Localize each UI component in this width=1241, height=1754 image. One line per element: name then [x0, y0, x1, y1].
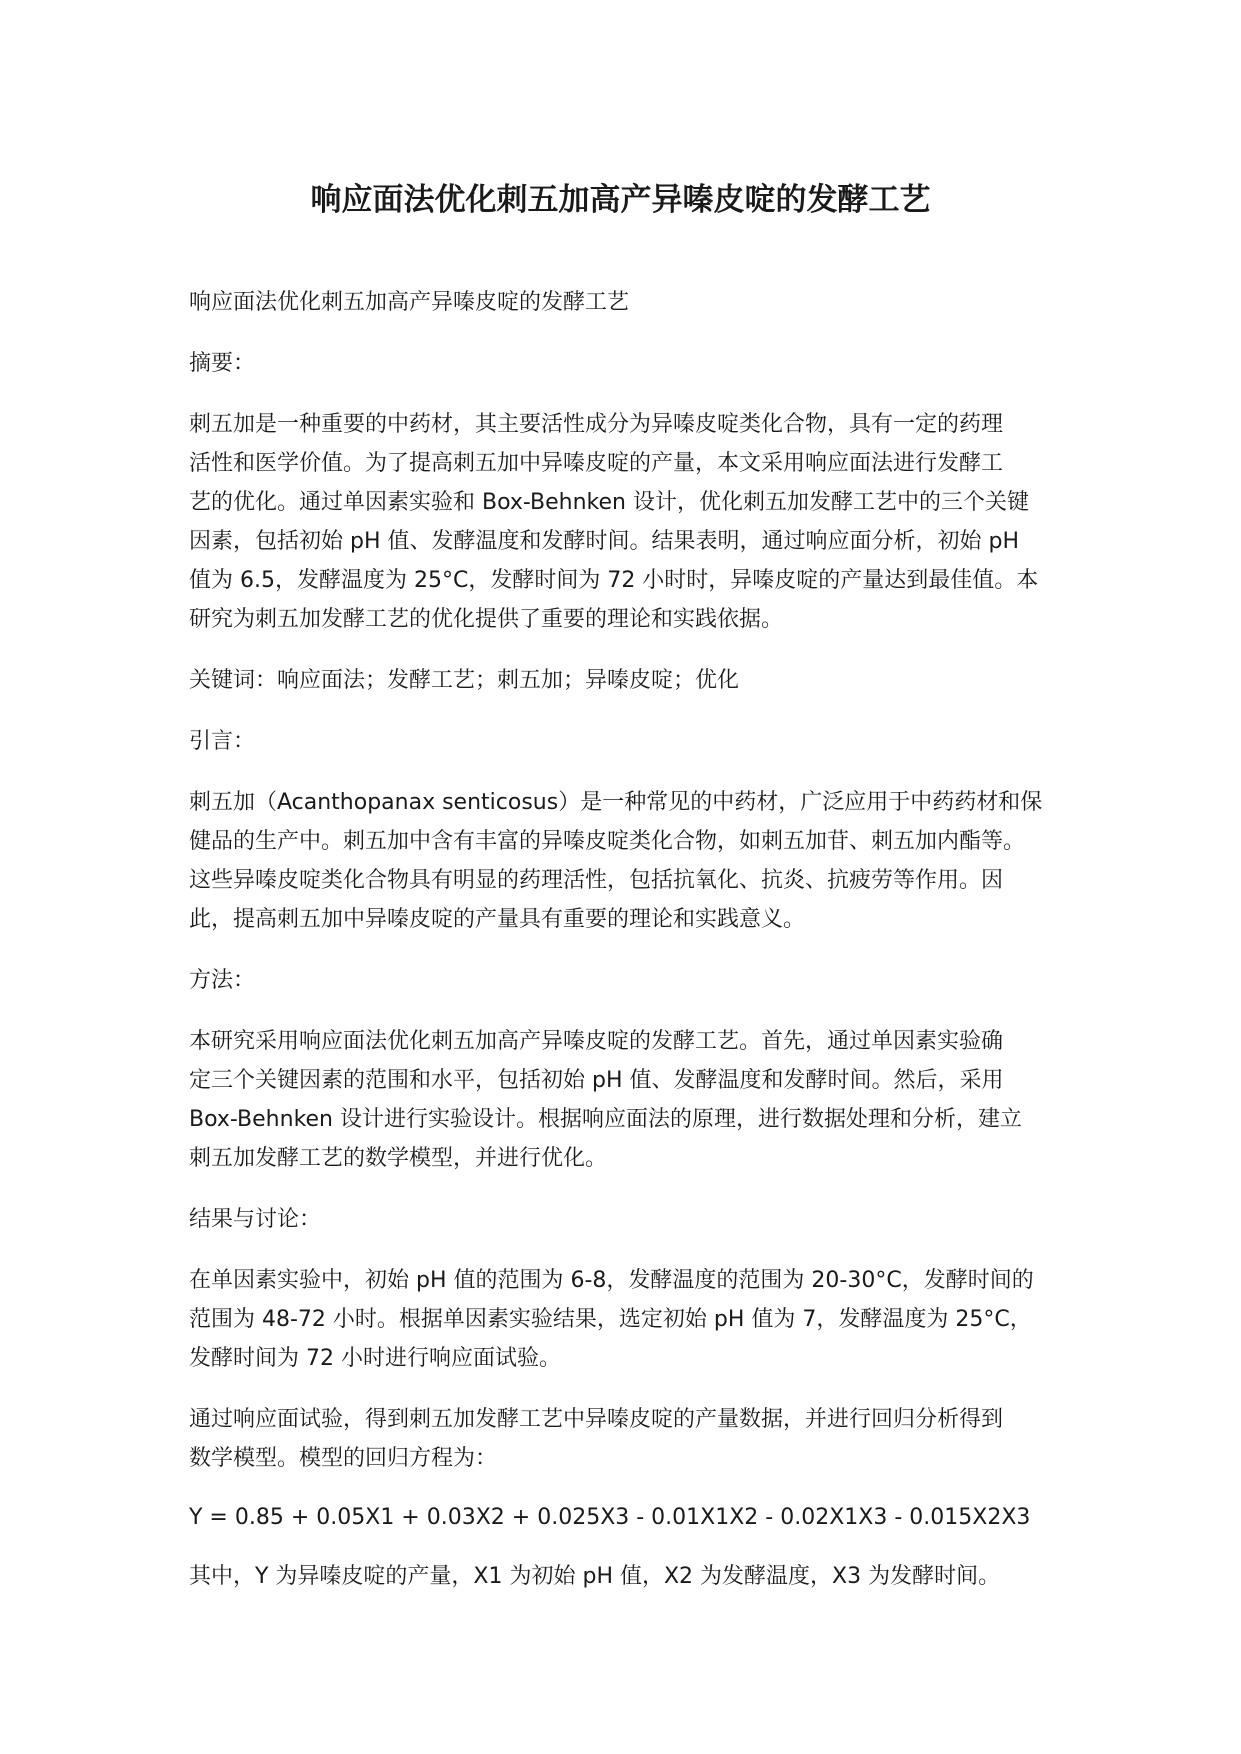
abstract-line: 研究为刺五加发酵工艺的优化提供了重要的理论和实践依据。 [189, 607, 784, 632]
results-paragraph-2 [189, 1400, 1079, 1478]
abstract-line: 值为 6.5，发酵温度为 25°C，发酵时间为 72 小时时，异嗪皮啶的产量达到最佳值。本 [189, 568, 1039, 593]
document-body [189, 283, 1079, 1618]
results-heading: 结果与讨论： [189, 1207, 322, 1232]
methods-line: 定三个关键因素的范围和水平，包括初始 pH 值、发酵温度和发酵时间。然后，采用 [189, 1068, 1004, 1093]
results-line: 数学模型。模型的回归方程为： [189, 1446, 498, 1471]
methods-heading: 方法： [189, 968, 256, 993]
regression-equation: Y = 0.85 + 0.05X1 + 0.03X2 + 0.025X3 - 0.01X1X2 - 0.02X1X3 - 0.015X2X3 [189, 1505, 1031, 1530]
methods-line: Box-Behnken 设计进行实验设计。根据响应面法的原理，进行数据处理和分析，建立 [189, 1107, 1022, 1132]
results-line: 通过响应面试验，得到刺五加发酵工艺中异嗪皮啶的产量数据，并进行回归分析得到 [189, 1407, 1004, 1432]
intro-line: 刺五加（Acanthopanax senticosus）是一种常见的中药材，广泛应用于中药药材和保 [189, 790, 1043, 815]
abstract-heading: 摘要： [189, 351, 256, 376]
results-line: 范围为 48-72 小时。根据单因素实验结果，选定初始 pH 值为 7，发酵温度为 25°C， [189, 1307, 1032, 1332]
keywords: 关键词：响应面法；发酵工艺；刺五加；异嗪皮啶；优化 [189, 668, 740, 693]
methods-paragraph [189, 1022, 1079, 1178]
intro-line: 这些异嗪皮啶类化合物具有明显的药理活性，包括抗氧化、抗炎、抗疲劳等作用。因 [189, 868, 1004, 893]
subtitle: 响应面法优化刺五加高产异嗪皮啶的发酵工艺 [189, 290, 630, 315]
abstract-line: 活性和医学价值。为了提高刺五加中异嗪皮啶的产量，本文采用响应面法进行发酵工 [189, 451, 1004, 476]
abstract-line: 艺的优化。通过单因素实验和 Box-Behnken 设计，优化刺五加发酵工艺中的三个关键 [189, 490, 1029, 515]
methods-line: 刺五加发酵工艺的数学模型，并进行优化。 [189, 1146, 608, 1171]
document-title: 响应面法优化刺五加高产异嗪皮啶的发酵工艺 [310, 182, 931, 218]
results-line: 发酵时间为 72 小时进行响应面试验。 [189, 1346, 561, 1371]
abstract-line: 因素，包括初始 pH 值、发酵温度和发酵时间。结果表明，通过响应面分析，初始 pH [189, 529, 1019, 554]
abstract-line: 刺五加是一种重要的中药材，其主要活性成分为异嗪皮啶类化合物，具有一定的药理 [189, 412, 1004, 437]
intro-line: 健品的生产中。刺五加中含有丰富的异嗪皮啶类化合物，如刺五加苷、刺五加内酯等。 [189, 829, 1026, 854]
methods-line: 本研究采用响应面法优化刺五加高产异嗪皮啶的发酵工艺。首先，通过单因素实验确 [189, 1029, 1004, 1054]
intro-line: 此，提高刺五加中异嗪皮啶的产量具有重要的理论和实践意义。 [189, 907, 806, 932]
results-line: 在单因素实验中，初始 pH 值的范围为 6-8，发酵温度的范围为 20-30°C，发酵时间的 [189, 1268, 1034, 1293]
intro-paragraph [189, 783, 1079, 939]
results-paragraph-1 [189, 1261, 1079, 1378]
intro-heading: 引言： [189, 729, 256, 754]
abstract-paragraph [189, 405, 1079, 639]
variable-definitions: 其中，Y 为异嗪皮啶的产量，X1 为初始 pH 值，X2 为发酵温度，X3 为发酵时间。 [189, 1564, 1001, 1589]
